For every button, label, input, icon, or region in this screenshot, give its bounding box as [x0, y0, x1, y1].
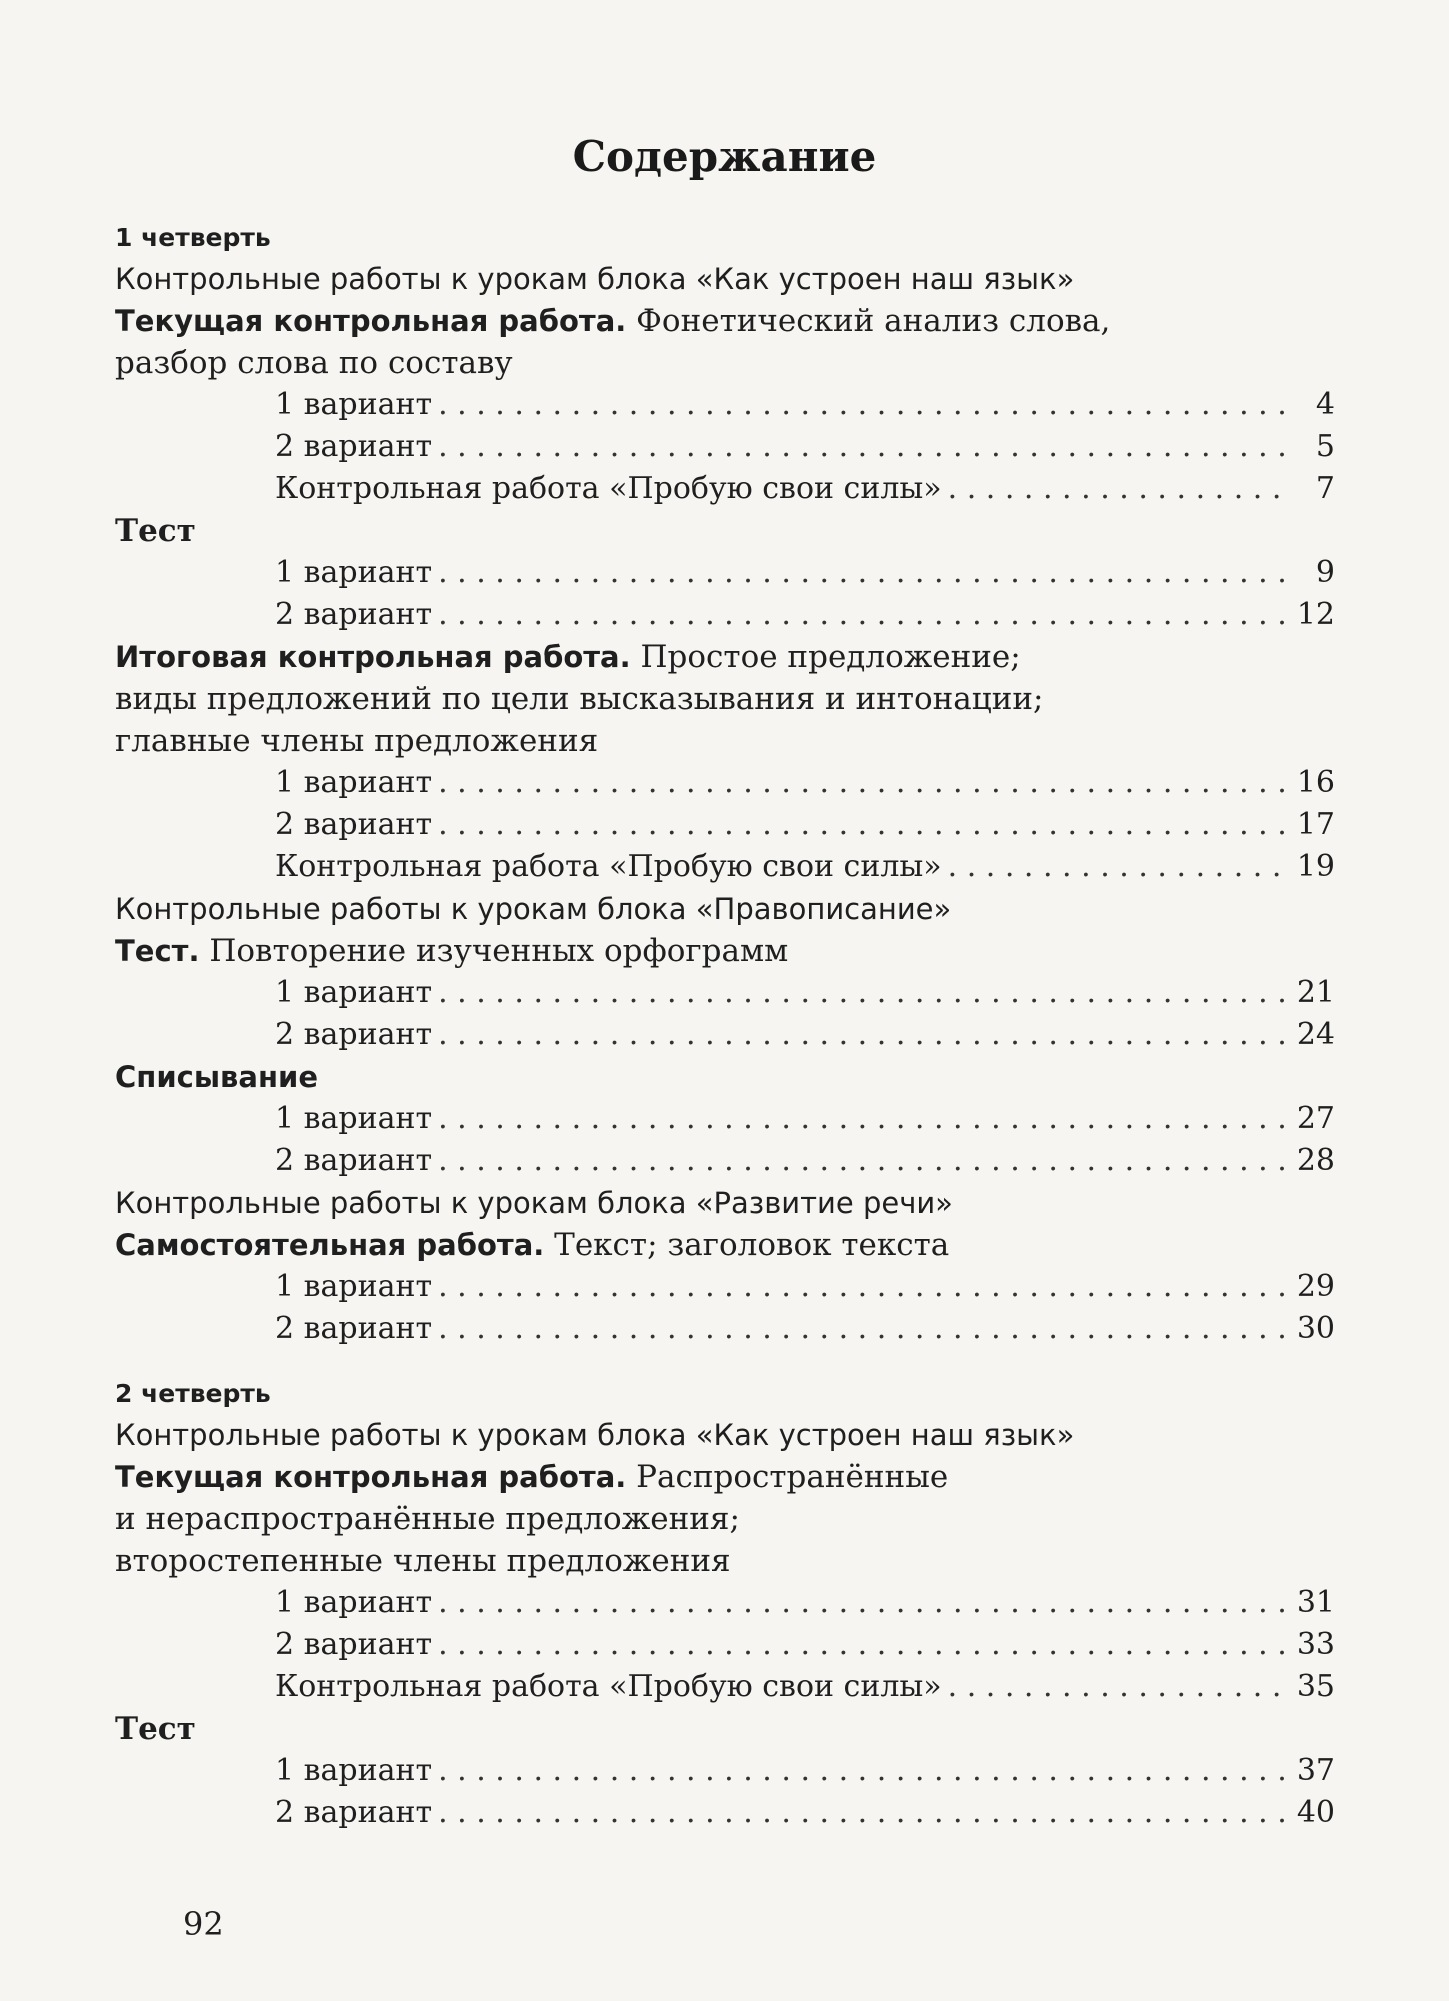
block-heading: Контрольные работы к урокам блока «Как устроен наш язык» [115, 262, 1075, 296]
leader-dots [438, 1624, 1289, 1666]
toc-entry[interactable] [115, 1624, 1335, 1666]
section-heading [115, 300, 1335, 342]
toc-entry-label: 2 вариант [275, 1017, 433, 1052]
section-heading-cont: разбор слова по составу [115, 345, 513, 381]
toc-entry-label: 2 вариант [275, 429, 433, 464]
leader-dots [438, 426, 1289, 468]
toc-entry-page: 40 [1296, 1795, 1335, 1830]
section-heading [115, 1456, 1335, 1498]
leader-dots [438, 972, 1289, 1014]
section-heading-bold: Тест. [115, 934, 200, 968]
toc-entry[interactable] [115, 1140, 1335, 1182]
toc-entry-page: 12 [1296, 597, 1335, 632]
toc-entry[interactable] [115, 972, 1335, 1014]
section-heading-cont: второстепенные члены предложения [115, 1543, 731, 1579]
leader-dots [438, 1308, 1289, 1350]
leader-dots [438, 1140, 1289, 1182]
toc-entry-page: 5 [1315, 429, 1335, 464]
leader-dots [948, 468, 1289, 510]
toc-entry-page: 37 [1296, 1753, 1335, 1788]
block-heading: Контрольные работы к урокам блока «Правописание» [115, 892, 952, 926]
toc-entry[interactable] [115, 468, 1335, 510]
toc-entry-page: 31 [1296, 1585, 1335, 1620]
toc-entry-label: 1 вариант [275, 555, 433, 590]
leader-dots [948, 1666, 1289, 1708]
toc-entry[interactable] [115, 1582, 1335, 1624]
toc-entry-label: 1 вариант [275, 765, 433, 800]
toc-entry-page: 19 [1296, 849, 1335, 884]
toc-entry-label: 1 вариант [275, 1585, 433, 1620]
leader-dots [438, 762, 1289, 804]
toc-entry[interactable] [115, 804, 1335, 846]
leader-dots [438, 1014, 1289, 1056]
toc-entry[interactable] [115, 1750, 1335, 1792]
toc-entry[interactable] [115, 1308, 1335, 1350]
section-heading [115, 930, 1335, 972]
toc-entry[interactable] [115, 384, 1335, 426]
toc-entry-page: 27 [1296, 1101, 1335, 1136]
toc-entry[interactable] [115, 846, 1335, 888]
toc-entry-label: 1 вариант [275, 1269, 433, 1304]
section-heading [115, 636, 1335, 678]
toc-entry-label: 1 вариант [275, 387, 433, 422]
toc-entry[interactable] [115, 594, 1335, 636]
section-heading-rest: Текст; заголовок текста [554, 1227, 950, 1263]
toc-entry-label: Контрольная работа «Пробую свои силы» [275, 1669, 942, 1704]
toc-entry[interactable] [115, 1098, 1335, 1140]
section-heading-cont: и нераспространённые предложения; [115, 1501, 740, 1537]
toc-entry-label: 1 вариант [275, 1753, 433, 1788]
toc-entry-page: 33 [1296, 1627, 1335, 1662]
block-heading: Контрольные работы к урокам блока «Развитие речи» [115, 1186, 953, 1220]
toc-entry-page: 28 [1296, 1143, 1335, 1178]
spacer [115, 1350, 1335, 1374]
toc-entry[interactable] [115, 1792, 1335, 1834]
section-heading-cont: главные члены предложения [115, 723, 599, 759]
toc-entry-label: Контрольная работа «Пробую свои силы» [275, 471, 942, 506]
section-heading-rest: Простое предложение; [640, 639, 1021, 675]
leader-dots [438, 1098, 1289, 1140]
section-heading: Списывание [115, 1060, 318, 1094]
toc-entry-page: 21 [1296, 975, 1335, 1010]
quarter-heading: 1 четверть [115, 223, 271, 252]
leader-dots [438, 1582, 1289, 1624]
toc-entry[interactable] [115, 1666, 1335, 1708]
section-heading-rest: Повторение изученных орфограмм [209, 933, 789, 969]
block-heading: Контрольные работы к урокам блока «Как устроен наш язык» [115, 1418, 1075, 1452]
section-heading: Тест [115, 1711, 196, 1747]
leader-dots [438, 594, 1289, 636]
quarter-heading: 2 четверть [115, 1379, 271, 1408]
leader-dots [438, 804, 1289, 846]
section-heading-cont: виды предложений по цели высказывания и интонации; [115, 681, 1044, 717]
section-heading [115, 1224, 1335, 1266]
toc-entry-label: 2 вариант [275, 1143, 433, 1178]
section-heading-bold: Итоговая контрольная работа. [115, 640, 631, 674]
section-heading-rest: Фонетический анализ слова, [636, 303, 1111, 339]
toc-entry-page: 16 [1296, 765, 1335, 800]
toc-entry-page: 9 [1315, 555, 1335, 590]
leader-dots [438, 384, 1289, 426]
toc-entry-label: 1 вариант [275, 975, 433, 1010]
toc-entry[interactable] [115, 1014, 1335, 1056]
leader-dots [438, 1266, 1289, 1308]
section-heading-bold: Текущая контрольная работа. [115, 304, 627, 338]
section-heading-bold: Текущая контрольная работа. [115, 1460, 627, 1494]
toc-entry[interactable] [115, 552, 1335, 594]
toc-entry-page: 29 [1296, 1269, 1335, 1304]
leader-dots [438, 1750, 1289, 1792]
toc-entry-page: 7 [1315, 471, 1335, 506]
toc-entry[interactable] [115, 426, 1335, 468]
toc-entry-label: 1 вариант [275, 1101, 433, 1136]
section-heading: Тест [115, 513, 196, 549]
toc-entry-page: 24 [1296, 1017, 1335, 1052]
page-number: 92 [183, 1905, 224, 1943]
toc-entry-page: 30 [1296, 1311, 1335, 1346]
toc-entry[interactable] [115, 1266, 1335, 1308]
leader-dots [438, 552, 1289, 594]
toc-entry-page: 17 [1296, 807, 1335, 842]
toc-entry-label: 2 вариант [275, 807, 433, 842]
toc-entry-page: 35 [1296, 1669, 1335, 1704]
toc-entry-page: 4 [1315, 387, 1335, 422]
toc-entry[interactable] [115, 762, 1335, 804]
toc-entry-label: 2 вариант [275, 1627, 433, 1662]
table-of-contents [115, 218, 1335, 1834]
section-heading-bold: Самостоятельная работа. [115, 1228, 545, 1262]
toc-entry-label: 2 вариант [275, 1795, 433, 1830]
page-title: Содержание [572, 132, 877, 181]
toc-entry-label: 2 вариант [275, 1311, 433, 1346]
toc-entry-label: Контрольная работа «Пробую свои силы» [275, 849, 942, 884]
leader-dots [438, 1792, 1289, 1834]
leader-dots [948, 846, 1289, 888]
toc-entry-label: 2 вариант [275, 597, 433, 632]
section-heading-rest: Распространённые [636, 1459, 949, 1495]
